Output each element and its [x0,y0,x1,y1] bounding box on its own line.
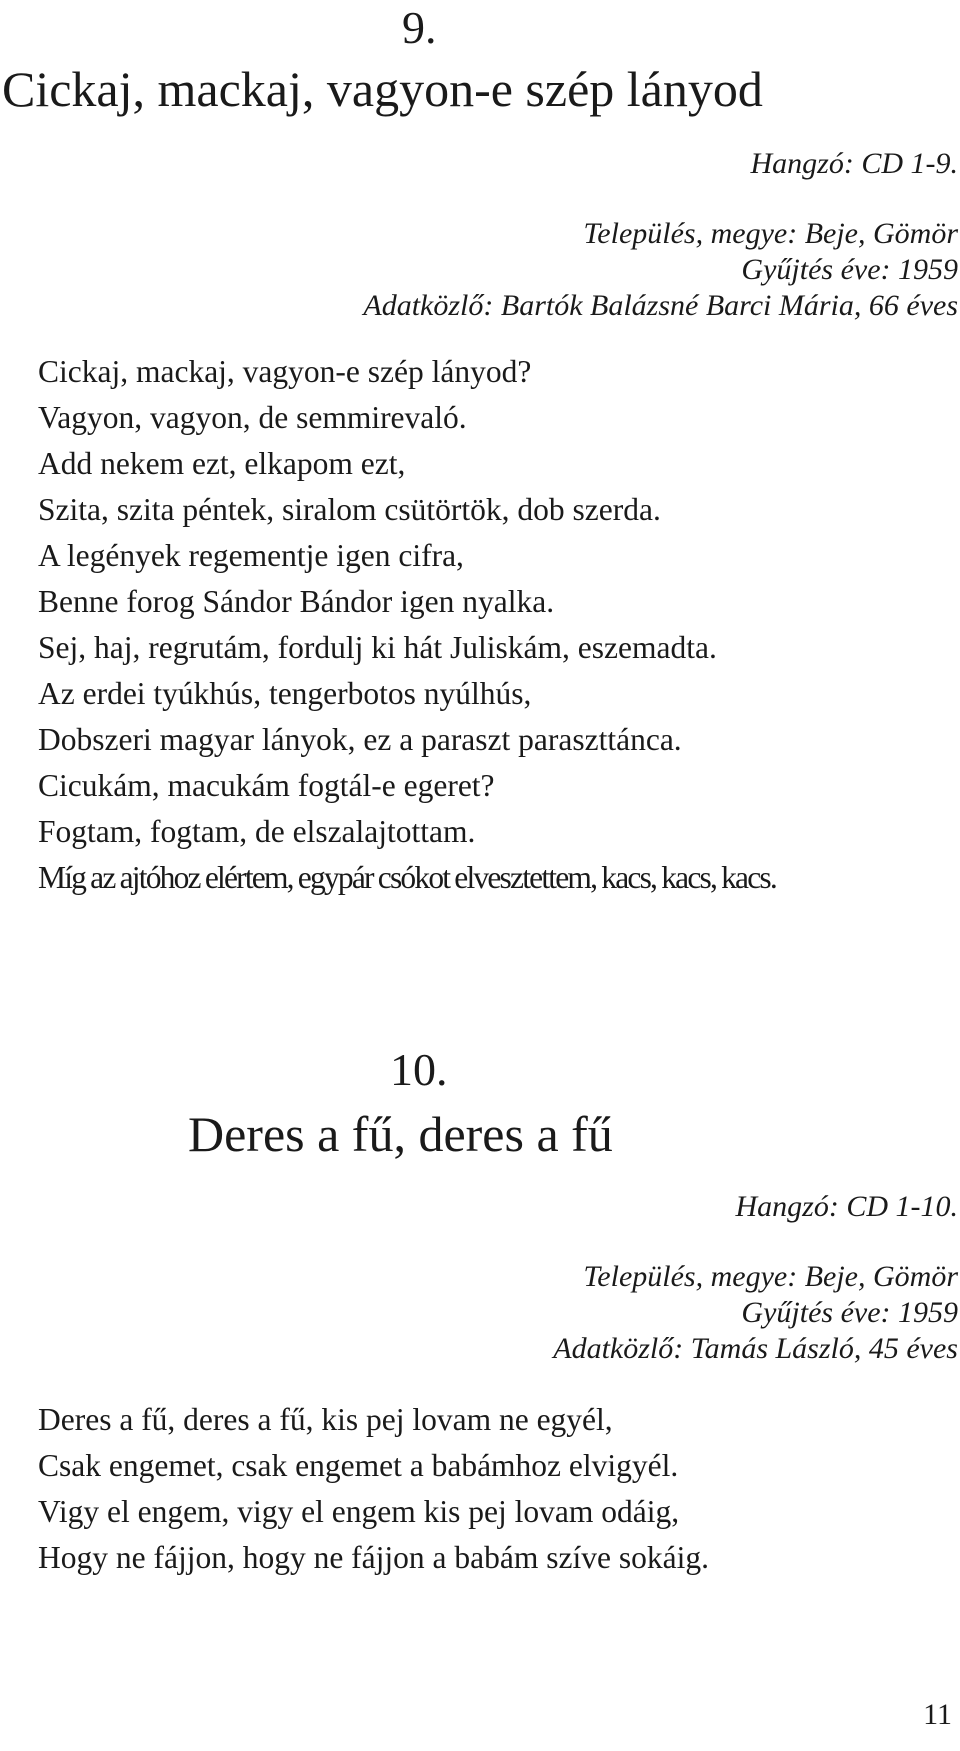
lyric-line: Dobszeri magyar lányok, ez a paraszt paraszttánca. [38,722,682,757]
song-number: 9. [402,2,437,53]
lyric-line: Fogtam, fogtam, de elszalajtottam. [38,814,476,849]
collection-year: Gyűjtés éve: 1959 [741,1296,958,1329]
lyric-line: Csak engemet, csak engemet a babámhoz elvigyél. [38,1448,679,1483]
song-title: Deres a fű, deres a fű [188,1106,613,1162]
lyric-line: Az erdei tyúkhús, tengerbotos nyúlhús, [38,676,532,711]
lyric-line: Deres a fű, deres a fű, kis pej lovam ne egyél, [38,1402,613,1437]
lyric-line: Hogy ne fájjon, hogy ne fájjon a babám szíve sokáig. [38,1540,709,1575]
collection-location: Település, megye: Beje, Gömör [583,217,958,250]
metadata-spacer [363,182,958,216]
lyric-line: Vagyon, vagyon, de semmirevaló. [38,400,467,435]
audio-reference: Hangzó: CD 1-10. [735,1190,958,1223]
song-title: Cickaj, mackaj, vagyon-e szép lányod [2,61,763,117]
lyric-line: Míg az ajtóhoz elértem, egypár csókot elvesztettem, kacs, kacs, kacs. [38,860,776,895]
song-lyrics [38,1397,709,1581]
song-metadata [553,1189,958,1367]
song-number: 10. [390,1044,448,1095]
lyric-line: Add nekem ezt, elkapom ezt, [38,446,406,481]
informant: Adatközlő: Tamás László, 45 éves [553,1332,958,1365]
audio-reference: Hangzó: CD 1-9. [750,147,958,180]
collection-location: Település, megye: Beje, Gömör [583,1260,958,1293]
lyric-line: Sej, haj, regrutám, fordulj ki hát Juliskám, eszemadta. [38,630,717,665]
lyric-line: Cickaj, mackaj, vagyon-e szép lányod? [38,354,532,389]
lyric-line: A legények regementje igen cifra, [38,538,464,573]
song-lyrics [38,349,776,901]
song-metadata [363,146,958,324]
lyric-line: Vigy el engem, vigy el engem kis pej lovam odáig, [38,1494,680,1529]
metadata-spacer [553,1225,958,1259]
page-number: 11 [923,1698,952,1731]
lyric-line: Cicukám, macukám fogtál-e egeret? [38,768,495,803]
collection-year: Gyűjtés éve: 1959 [741,253,958,286]
lyric-line: Benne forog Sándor Bándor igen nyalka. [38,584,555,619]
informant: Adatközlő: Bartók Balázsné Barci Mária, 66 éves [363,289,958,322]
lyric-line: Szita, szita péntek, siralom csütörtök, dob szerda. [38,492,661,527]
